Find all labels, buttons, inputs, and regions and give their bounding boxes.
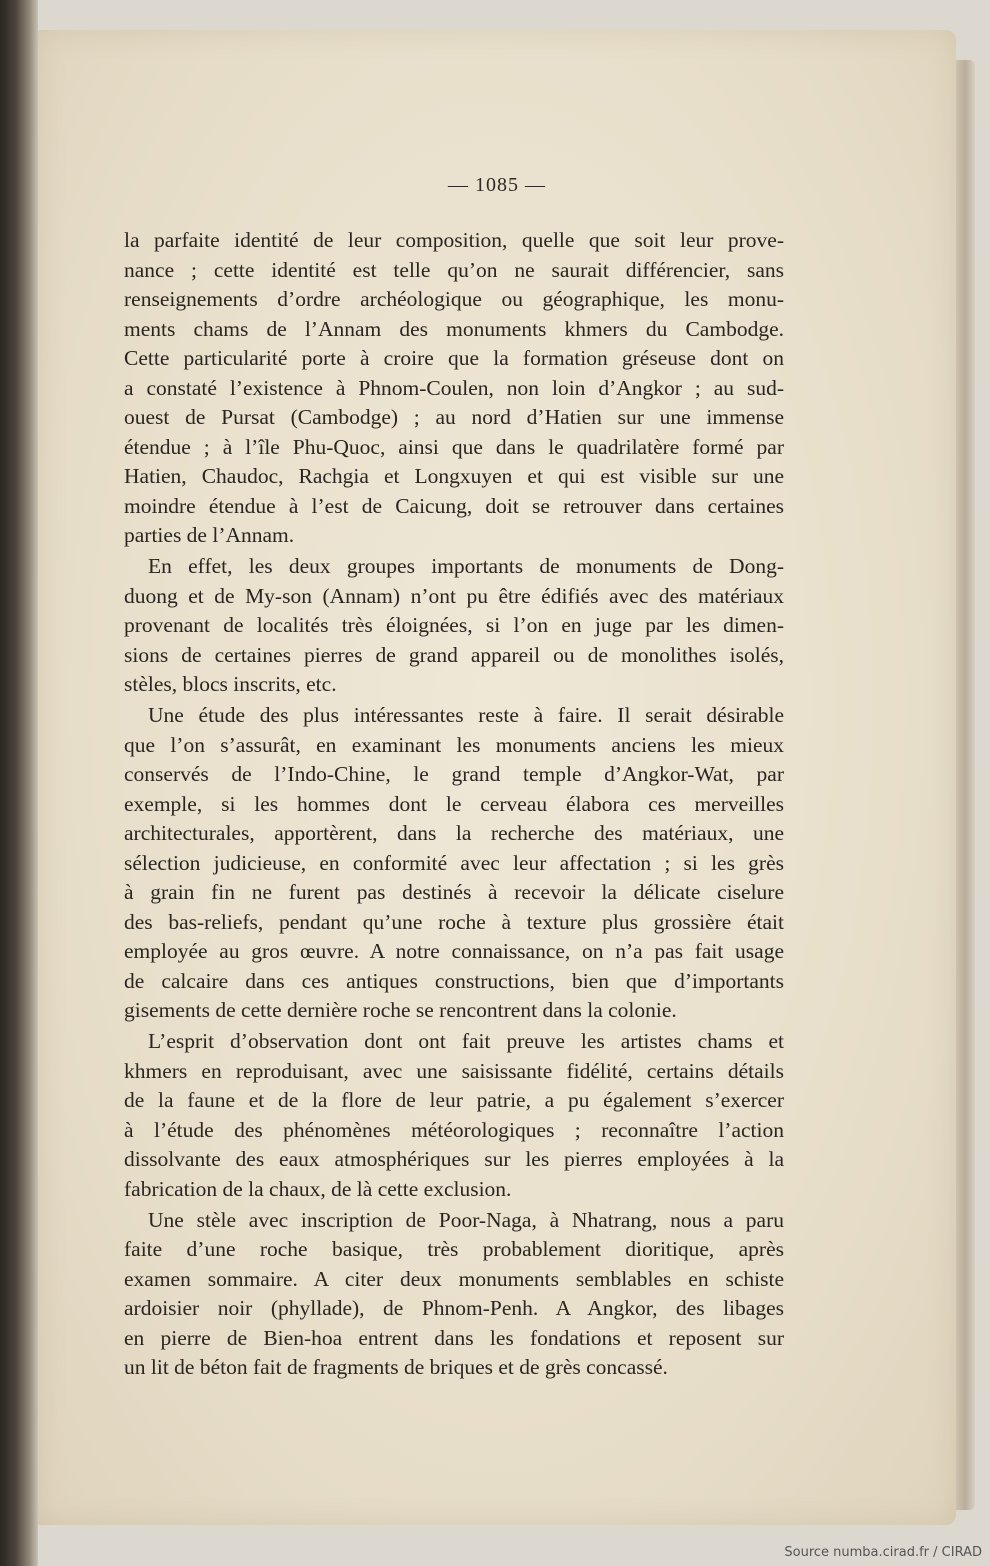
text-line: a constaté l’existence à Phnom-Coulen, non loin d’Angkor ; au sud-: [124, 375, 784, 400]
page-edge: [955, 60, 975, 1510]
text-line: ardoisier noir (phyllade), de Phnom-Penh. A Angkor, des libages: [124, 1296, 784, 1320]
text-line: parties de l’Annam.: [124, 523, 295, 547]
text-line: gisements de cette dernière roche se rencontrent dans la colonie.: [124, 998, 677, 1022]
text-line: nance ; cette identité est telle qu’on ne saurait différencier, sans: [124, 257, 784, 282]
paragraph: [124, 226, 784, 551]
text-line: renseignements d’ordre archéologique ou géographique, les monu-: [124, 287, 784, 311]
text-line: de la faune et de la flore de leur patrie, a pu également s’exercer: [124, 1088, 784, 1112]
text-line: de calcaire dans ces antiques constructions, bien que d’importants: [124, 968, 784, 993]
text-line: étendue ; à l’île Phu-Quoc, ainsi que dans le quadrilatère formé par: [124, 434, 784, 459]
text-line: Une étude des plus intéressantes reste à faire. Il serait désirable: [148, 703, 784, 727]
text-line: en pierre de Bien-hoa entrent dans les fondations et reposent sur: [124, 1325, 784, 1350]
text-line: provenant de localités très éloignées, si l’on en juge par les dimen-: [124, 613, 784, 637]
book-binding: [0, 0, 38, 1566]
text-line: khmers en reproduisant, avec une saisissante fidélité, certains détails: [124, 1058, 784, 1083]
page-number: — 1085 —: [448, 174, 546, 196]
text-line: duong et de My-son (Annam) n’ont pu être édifiés avec des matériaux: [124, 583, 784, 608]
text-line: faite d’une roche basique, très probablement dioritique, après: [124, 1237, 784, 1261]
paragraph: [124, 552, 784, 700]
text-line: Hatien, Chaudoc, Rachgia et Longxuyen et qui est visible sur une: [124, 464, 784, 488]
text-line: ouest de Pursat (Cambodge) ; au nord d’Hatien sur une immense: [124, 405, 784, 429]
text-line: L’esprit d’observation dont ont fait preuve les artistes chams et: [148, 1029, 784, 1053]
text-line: à l’étude des phénomènes météorologiques ; reconnaître l’action: [124, 1117, 784, 1142]
text-line: à grain fin ne furent pas destinés à recevoir la délicate ciselure: [124, 880, 784, 904]
body-text: [124, 226, 784, 1383]
text-line: un lit de béton fait de fragments de briques et de grès concassé.: [124, 1355, 668, 1379]
text-line: la parfaite identité de leur composition, quelle que soit leur prove-: [124, 228, 784, 252]
text-line: sélection judicieuse, en conformité avec leur affectation ; si les grès: [124, 850, 784, 875]
text-line: conservés de l’Indo-Chine, le grand temple d’Angkor-Wat, par: [124, 762, 784, 786]
text-line: sions de certaines pierres de grand appareil ou de monolithes isolés,: [124, 642, 784, 667]
text-line: employée au gros œuvre. A notre connaissance, on n’a pas fait usage: [124, 939, 784, 963]
text-line: En effet, les deux groupes importants de monuments de Dong-: [148, 554, 784, 578]
text-line: fabrication de la chaux, de là cette exclusion.: [124, 1176, 512, 1201]
book-page: [38, 30, 956, 1525]
text-line: architecturales, apportèrent, dans la recherche des matériaux, une: [124, 821, 784, 845]
paragraph: [124, 1027, 784, 1204]
paragraph: [124, 701, 784, 1026]
text-line: Une stèle avec inscription de Poor-Naga, à Nhatrang, nous a paru: [148, 1207, 784, 1232]
text-line: des bas-reliefs, pendant qu’une roche à texture plus grossière était: [124, 909, 784, 934]
text-line: exemple, si les hommes dont le cerveau élabora ces merveilles: [124, 791, 784, 816]
text-line: que l’on s’assurât, en examinant les monuments anciens les mieux: [124, 732, 784, 757]
source-credit: Source numba.cirad.fr / CIRAD: [784, 1545, 982, 1560]
text-line: moindre étendue à l’est de Caicung, doit se retrouver dans certaines: [124, 493, 784, 518]
text-line: examen sommaire. A citer deux monuments semblables en schiste: [124, 1266, 784, 1291]
text-line: Cette particularité porte à croire que la formation gréseuse dont on: [124, 346, 784, 370]
text-line: stèles, blocs inscrits, etc.: [124, 672, 337, 696]
paragraph: [124, 1206, 784, 1383]
text-line: ments chams de l’Annam des monuments khmers du Cambodge.: [124, 316, 784, 341]
text-line: dissolvante des eaux atmosphériques sur les pierres employées à la: [124, 1147, 784, 1171]
